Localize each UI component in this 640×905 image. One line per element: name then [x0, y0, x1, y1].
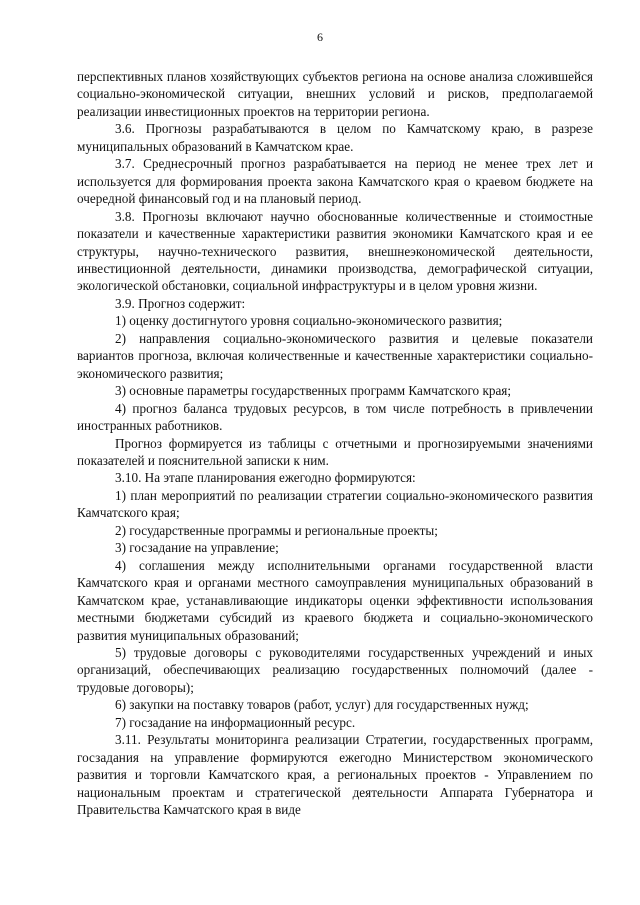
page-number: 6: [317, 30, 323, 44]
paragraph: 5) трудовые договоры с руководителями государственных учреждений и иных организаций, обеспечивающих реализацию государственных полномочий (далее - трудовые договоры);: [77, 644, 593, 695]
paragraph: 3.7. Среднесрочный прогноз разрабатывается на период не менее трех лет и используется для формирования проекта закона Камчатского края о краевом бюджете на очередной финансовый год и на плановый период.: [77, 156, 593, 207]
paragraph: 3.9. Прогноз содержит:: [115, 295, 246, 311]
paragraph: 3.8. Прогнозы включают научно обоснованные количественные и стоимостные показатели и качественные характеристики развития экономики Камчатского края и ее структуры, научно-технического развития, внешнеэкономической деятельности, инвестиционной деятельности, динамики производства, демографической ситуации, экологической обстановки, социальной инфраструктуры и в целом уровня жизни.: [77, 208, 593, 294]
paragraph: Прогноз формируется из таблицы с отчетными и прогнозируемыми значениями показателей и пояснительной записки к ним.: [77, 435, 593, 468]
paragraph: 3.10. На этапе планирования ежегодно формируются:: [115, 470, 416, 486]
paragraph: 1) оценку достигнутого уровня социально-экономического развития;: [115, 313, 503, 329]
paragraph: 2) направления социально-экономического развития и целевые показатели вариантов прогноза, включая количественные и качественные характеристики социально-экономического развития;: [77, 330, 593, 381]
paragraph: 2) государственные программы и региональные проекты;: [115, 522, 438, 538]
paragraph: перспективных планов хозяйствующих субъектов региона на основе анализа сложившейся социально-экономической ситуации, внешних условий и рисков, предполагаемой реализации инвестиционных проектов на территории региона.: [77, 69, 593, 119]
paragraph: 3) основные параметры государственных программ Камчатского края;: [115, 383, 512, 399]
document-body: [77, 68, 593, 818]
paragraph: 4) прогноз баланса трудовых ресурсов, в том числе потребность в привлечении иностранных работников.: [77, 400, 593, 434]
paragraph: 3.6. Прогнозы разрабатываются в целом по Камчатскому краю, в разрезе муниципальных образований в Камчатском крае.: [77, 121, 593, 154]
paragraph: 3.11. Результаты мониторинга реализации Стратегии, государственных программ, госзадания на управление формируются ежегодно Министерством экономического развития и торговли Камчатского края, а региональных проектов - Управлением по национальным проектам и стратегической деятельности Аппарата Губернатора и Правительства Камчатского края в виде: [77, 732, 593, 818]
paragraph: 3) госзадание на управление;: [115, 540, 279, 556]
paragraph: 4) соглашения между исполнительными органами государственной власти Камчатского края и органами местного самоуправления муниципальных образований в Камчатском крае, устанавливающие индикаторы оценки эффективности использования местными бюджетами субсидий из краевого бюджета и социально-экономического развития муниципальных образований;: [77, 557, 593, 643]
paragraph: 6) закупки на поставку товаров (работ, услуг) для государственных нужд;: [115, 697, 529, 713]
paragraph: 1) план мероприятий по реализации стратегии социально-экономического развития Камчатского края;: [77, 487, 593, 521]
paragraph: 7) госзадание на информационный ресурс.: [115, 714, 356, 730]
